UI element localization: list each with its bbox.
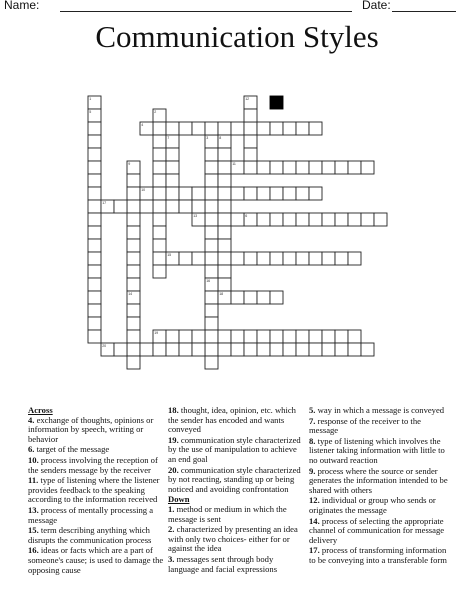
- puzzle-title: Communication Styles: [95, 19, 379, 54]
- crossword-cell[interactable]: [309, 161, 322, 174]
- crossword-cell[interactable]: [205, 239, 218, 252]
- crossword-cell[interactable]: [244, 135, 257, 148]
- date-label: Date:: [362, 0, 391, 12]
- crossword-cell[interactable]: [244, 291, 257, 304]
- crossword-cell[interactable]: [361, 343, 374, 356]
- crossword-cell[interactable]: [205, 304, 218, 317]
- crossword-cell[interactable]: [257, 330, 270, 343]
- clue-across-4: 4. exchange of thoughts, opinions or information by speech, writing or behavior: [28, 414, 154, 444]
- crossword-cell[interactable]: [127, 278, 140, 291]
- crossword-cell[interactable]: [127, 161, 140, 174]
- clue-down-5: 5. way in which a message is conveyed: [309, 405, 445, 415]
- crossword-cell[interactable]: [127, 291, 140, 304]
- crossword-cell[interactable]: [205, 161, 218, 174]
- crossword-cell[interactable]: [127, 330, 140, 343]
- crossword-cell[interactable]: [166, 343, 179, 356]
- crossword-cell[interactable]: [88, 109, 101, 122]
- crossword-cell[interactable]: [231, 161, 244, 174]
- crossword-cell[interactable]: [88, 278, 101, 291]
- crossword-cell[interactable]: [205, 187, 218, 200]
- crossword-cell[interactable]: [218, 278, 231, 291]
- crossword-cell[interactable]: [153, 161, 166, 174]
- crossword-cell[interactable]: [166, 135, 179, 148]
- clue-down-2: 2. characterized by presenting an idea with only two choices- either for or against the idea: [168, 524, 298, 554]
- crossword-cell[interactable]: [205, 148, 218, 161]
- clue-across-15: 15. term describing anything which disrupts the communication process: [28, 525, 152, 545]
- clue-number: 1: [89, 97, 92, 102]
- crossword-cell[interactable]: [140, 122, 153, 135]
- crossword-cell[interactable]: [114, 200, 127, 213]
- clue-down-9: 9. process where the source or sender generates the information intended to be shared with others: [309, 465, 448, 495]
- clue-column-2: [168, 406, 306, 575]
- clue-down-12: 12. individual or group who sends or originates the message: [309, 495, 436, 515]
- clue-number: 5: [89, 110, 92, 115]
- crossword-cell[interactable]: [205, 330, 218, 343]
- crossword-cell[interactable]: [88, 252, 101, 265]
- crossword-cell[interactable]: [231, 330, 244, 343]
- crossword-cell[interactable]: [322, 343, 335, 356]
- crossword-cell[interactable]: [88, 135, 101, 148]
- crossword-cell[interactable]: [127, 304, 140, 317]
- clue-number: 11: [232, 162, 236, 167]
- crossword-cell[interactable]: [179, 343, 192, 356]
- clue-number: 14: [128, 292, 133, 297]
- crossword-cell[interactable]: [218, 291, 231, 304]
- crossword-cell[interactable]: [231, 252, 244, 265]
- crossword-cell[interactable]: [257, 252, 270, 265]
- crossword-cell[interactable]: [192, 343, 205, 356]
- crossword-cell[interactable]: [218, 226, 231, 239]
- crossword-cell[interactable]: [205, 252, 218, 265]
- crossword-cell[interactable]: [296, 187, 309, 200]
- clue-number: 12: [245, 97, 250, 102]
- clue-across-20: 20. communication style characterized by not reacting, standing up or being noticed and avoiding confrontation: [168, 464, 301, 494]
- clue-number: 9: [128, 162, 131, 167]
- crossword-cell[interactable]: [127, 187, 140, 200]
- crossword-cell[interactable]: [348, 213, 361, 226]
- crossword-cell[interactable]: [114, 343, 127, 356]
- crossword-cell[interactable]: [192, 187, 205, 200]
- clue-number: 4: [141, 123, 144, 128]
- crossword-cell[interactable]: [205, 174, 218, 187]
- crossword-cell[interactable]: [244, 330, 257, 343]
- crossword-cell[interactable]: [322, 252, 335, 265]
- crossword-cell[interactable]: [283, 252, 296, 265]
- crossword-cell[interactable]: [205, 226, 218, 239]
- crossword-cell[interactable]: [296, 213, 309, 226]
- crossword-cell[interactable]: [283, 343, 296, 356]
- crossword-cell[interactable]: [153, 252, 166, 265]
- crossword-cell[interactable]: [218, 239, 231, 252]
- crossword-cell[interactable]: [218, 200, 231, 213]
- clue-down-8: 8. type of listening which involves the listener taking information with little to no outward reaction: [309, 435, 445, 465]
- crossword-cell[interactable]: [166, 200, 179, 213]
- crossword-cell[interactable]: [88, 330, 101, 343]
- crossword-cell[interactable]: [127, 226, 140, 239]
- crossword-cell[interactable]: [218, 213, 231, 226]
- crossword-cell[interactable]: [335, 161, 348, 174]
- crossword-cell[interactable]: [257, 213, 270, 226]
- crossword-cell[interactable]: [140, 187, 153, 200]
- crossword-cell[interactable]: [270, 161, 283, 174]
- name-label: Name:: [4, 0, 40, 12]
- crossword-cell[interactable]: [127, 252, 140, 265]
- crossword-cell[interactable]: [140, 343, 153, 356]
- clue-number: 18: [219, 292, 224, 297]
- crossword-cell[interactable]: [348, 343, 361, 356]
- crossword-cell[interactable]: [257, 187, 270, 200]
- crossword-cell[interactable]: [244, 252, 257, 265]
- crossword-cell[interactable]: [88, 122, 101, 135]
- crossword-cell[interactable]: [322, 213, 335, 226]
- crossword-cell[interactable]: [153, 226, 166, 239]
- crossword-cell[interactable]: [205, 356, 218, 369]
- crossword-cell[interactable]: [270, 343, 283, 356]
- crossword-cell[interactable]: [192, 330, 205, 343]
- crossword-cell[interactable]: [244, 213, 257, 226]
- crossword-cell[interactable]: [153, 239, 166, 252]
- crossword-cell[interactable]: [166, 330, 179, 343]
- crossword-cell[interactable]: [88, 304, 101, 317]
- name-input-line[interactable]: [60, 11, 352, 12]
- crossword-cell[interactable]: [127, 239, 140, 252]
- crossword-cell[interactable]: [218, 148, 231, 161]
- crossword-cell[interactable]: [153, 187, 166, 200]
- clue-number: 17: [102, 201, 107, 206]
- crossword-cell[interactable]: [218, 135, 231, 148]
- crossword-cell[interactable]: [270, 122, 283, 135]
- crossword-cell[interactable]: [205, 278, 218, 291]
- crossword-cell[interactable]: [296, 343, 309, 356]
- crossword-cell[interactable]: [166, 252, 179, 265]
- crossword-cell[interactable]: [140, 200, 153, 213]
- crossword-cell[interactable]: [153, 135, 166, 148]
- crossword-cell[interactable]: [88, 213, 101, 226]
- crossword-cell[interactable]: [231, 187, 244, 200]
- crossword-cell[interactable]: [153, 330, 166, 343]
- clue-across-6: 6. target of the message: [28, 444, 110, 455]
- crossword-cell[interactable]: [205, 213, 218, 226]
- crossword-cell[interactable]: [244, 148, 257, 161]
- crossword-cell[interactable]: [205, 317, 218, 330]
- crossword-cell[interactable]: [192, 200, 205, 213]
- crossword-cell[interactable]: [270, 213, 283, 226]
- crossword-cell[interactable]: [166, 161, 179, 174]
- crossword-cell[interactable]: [257, 161, 270, 174]
- crossword-cell[interactable]: [192, 252, 205, 265]
- crossword-cell[interactable]: [296, 161, 309, 174]
- crossword-cell[interactable]: [153, 213, 166, 226]
- crossword-cell[interactable]: [270, 291, 283, 304]
- crossword-cell[interactable]: [335, 343, 348, 356]
- crossword-cell[interactable]: [179, 187, 192, 200]
- clue-number: 3: [206, 136, 209, 141]
- crossword-cell[interactable]: [257, 122, 270, 135]
- crossword-cell[interactable]: [205, 343, 218, 356]
- clue-down-7: 7. response of the receiver to the message: [309, 415, 421, 436]
- crossword-cell[interactable]: [309, 252, 322, 265]
- crossword-cell[interactable]: [218, 122, 231, 135]
- crossword-cell[interactable]: [205, 135, 218, 148]
- crossword-cell[interactable]: [205, 122, 218, 135]
- crossword-cell[interactable]: [270, 252, 283, 265]
- clue-column-1: [28, 406, 168, 576]
- crossword-cell[interactable]: [153, 109, 166, 122]
- clue-down-14: 14. process of selecting the appropriate channel of communication for message delivery: [309, 515, 445, 545]
- crossword-cell[interactable]: [153, 174, 166, 187]
- crossword-cell[interactable]: [309, 122, 322, 135]
- crossword-cell[interactable]: [153, 265, 166, 278]
- crossword-cell[interactable]: [309, 213, 322, 226]
- crossword-cell[interactable]: [374, 213, 387, 226]
- crossword-cell[interactable]: [127, 343, 140, 356]
- crossword-cell[interactable]: [231, 213, 244, 226]
- worksheet-header: [0, 0, 474, 16]
- crossword-cell[interactable]: [153, 148, 166, 161]
- crossword-cell[interactable]: [361, 213, 374, 226]
- crossword-cell[interactable]: [348, 252, 361, 265]
- crossword-cell[interactable]: [348, 161, 361, 174]
- crossword-cell[interactable]: [296, 252, 309, 265]
- clue-across-10: 10. process involving the reception of the senders message by the receiver: [28, 454, 158, 475]
- clue-down-17: 17. process of transforming information to be conveying into a transferable form: [309, 545, 447, 565]
- clue-across-18: 18. thought, idea, opinion, etc. which the sender has encoded and wants conveyed: [168, 405, 296, 435]
- crossword-cell[interactable]: [270, 330, 283, 343]
- crossword-cell[interactable]: [88, 239, 101, 252]
- crossword-cell[interactable]: [218, 330, 231, 343]
- crossword-cell[interactable]: [88, 226, 101, 239]
- crossword-cell[interactable]: [127, 213, 140, 226]
- clue-number: 16: [206, 279, 211, 284]
- crossword-cell[interactable]: [88, 187, 101, 200]
- crossword-cell[interactable]: [179, 252, 192, 265]
- crossword-cell[interactable]: [166, 148, 179, 161]
- crossword-cell[interactable]: [88, 148, 101, 161]
- crossword-cell[interactable]: [88, 96, 101, 109]
- crossword-cell[interactable]: [153, 200, 166, 213]
- crossword-cell[interactable]: [231, 343, 244, 356]
- crossword-cell[interactable]: [101, 200, 114, 213]
- down-heading: Down: [168, 494, 190, 505]
- crossword-cell[interactable]: [283, 330, 296, 343]
- crossword-cell[interactable]: [244, 96, 257, 109]
- clue-number: 6: [245, 214, 248, 219]
- clue-down-1: 1. method or medium in which the message is sent: [168, 503, 287, 524]
- crossword-cell[interactable]: [153, 122, 166, 135]
- crossword-cell[interactable]: [127, 317, 140, 330]
- crossword-cell[interactable]: [153, 343, 166, 356]
- clue-column-3: [309, 406, 449, 567]
- crossword-cell[interactable]: [335, 330, 348, 343]
- clue-number: 19: [154, 331, 159, 336]
- crossword-cell[interactable]: [179, 330, 192, 343]
- crossword-cell[interactable]: [88, 200, 101, 213]
- crossword-cell[interactable]: [179, 122, 192, 135]
- crossword-cell[interactable]: [335, 213, 348, 226]
- crossword-cell[interactable]: [218, 187, 231, 200]
- crossword-cell[interactable]: [192, 122, 205, 135]
- clue-down-3: 3. messages sent through body language and facial expressions: [168, 553, 278, 574]
- crossword-cell[interactable]: [127, 174, 140, 187]
- crossword-cell[interactable]: [192, 213, 205, 226]
- crossword-cell[interactable]: [244, 343, 257, 356]
- crossword-cell[interactable]: [283, 213, 296, 226]
- crossword-cell[interactable]: [88, 174, 101, 187]
- clue-number: 15: [167, 253, 172, 258]
- crossword-cell[interactable]: [283, 161, 296, 174]
- crossword-cell[interactable]: [205, 291, 218, 304]
- black-square: [270, 96, 283, 109]
- crossword-cell[interactable]: [322, 161, 335, 174]
- clue-number: 2: [154, 110, 157, 115]
- crossword-cell[interactable]: [88, 291, 101, 304]
- clue-number: 10: [141, 188, 146, 193]
- crossword-cell[interactable]: [205, 200, 218, 213]
- crossword-cell[interactable]: [270, 187, 283, 200]
- crossword-cell[interactable]: [88, 161, 101, 174]
- crossword-cell[interactable]: [179, 200, 192, 213]
- crossword-cell[interactable]: [335, 252, 348, 265]
- clue-across-11: 11. type of listening where the listener provides feedback to the speaking according to the information received: [28, 475, 160, 505]
- crossword-cell[interactable]: [244, 187, 257, 200]
- crossword-cell[interactable]: [127, 200, 140, 213]
- crossword-cell[interactable]: [218, 161, 231, 174]
- clue-number: 7: [167, 136, 170, 141]
- crossword-cell[interactable]: [322, 330, 335, 343]
- crossword-cell[interactable]: [283, 187, 296, 200]
- crossword-cell[interactable]: [166, 187, 179, 200]
- crossword-cell[interactable]: [361, 161, 374, 174]
- crossword-cell[interactable]: [218, 174, 231, 187]
- crossword-cell[interactable]: [166, 122, 179, 135]
- crossword-cell[interactable]: [218, 265, 231, 278]
- crossword-cell[interactable]: [218, 252, 231, 265]
- crossword-cell[interactable]: [244, 122, 257, 135]
- clue-number: 20: [102, 344, 107, 349]
- crossword-cell[interactable]: [309, 330, 322, 343]
- crossword-cell[interactable]: [309, 343, 322, 356]
- crossword-cell[interactable]: [101, 343, 114, 356]
- crossword-cell[interactable]: [205, 265, 218, 278]
- clue-number: 8: [219, 136, 222, 141]
- date-input-line[interactable]: [392, 11, 456, 12]
- crossword-cell[interactable]: [127, 265, 140, 278]
- crossword-cell[interactable]: [88, 265, 101, 278]
- crossword-cell[interactable]: [218, 343, 231, 356]
- crossword-cell[interactable]: [244, 109, 257, 122]
- crossword-cell[interactable]: [348, 330, 361, 343]
- crossword-cell[interactable]: [231, 122, 244, 135]
- crossword-cell[interactable]: [257, 343, 270, 356]
- crossword-cell[interactable]: [283, 122, 296, 135]
- crossword-cell[interactable]: [88, 317, 101, 330]
- crossword-cell[interactable]: [127, 356, 140, 369]
- across-heading: Across: [28, 405, 53, 415]
- clue-number: 13: [193, 214, 198, 219]
- clue-across-13: 13. process of mentally processing a message: [28, 504, 154, 525]
- clue-across-16: 16. ideas or facts which are a part of someone's cause; is used to damage the opposing cause: [28, 545, 164, 575]
- crossword-cell[interactable]: [231, 291, 244, 304]
- crossword-cell[interactable]: [296, 122, 309, 135]
- crossword-cell[interactable]: [309, 187, 322, 200]
- crossword-cell[interactable]: [296, 330, 309, 343]
- crossword-cell[interactable]: [244, 161, 257, 174]
- clue-across-19: 19. communication style characterized by the use of manipulation to achieve an end goal: [168, 434, 301, 464]
- crossword-cell[interactable]: [166, 174, 179, 187]
- crossword-cell[interactable]: [257, 291, 270, 304]
